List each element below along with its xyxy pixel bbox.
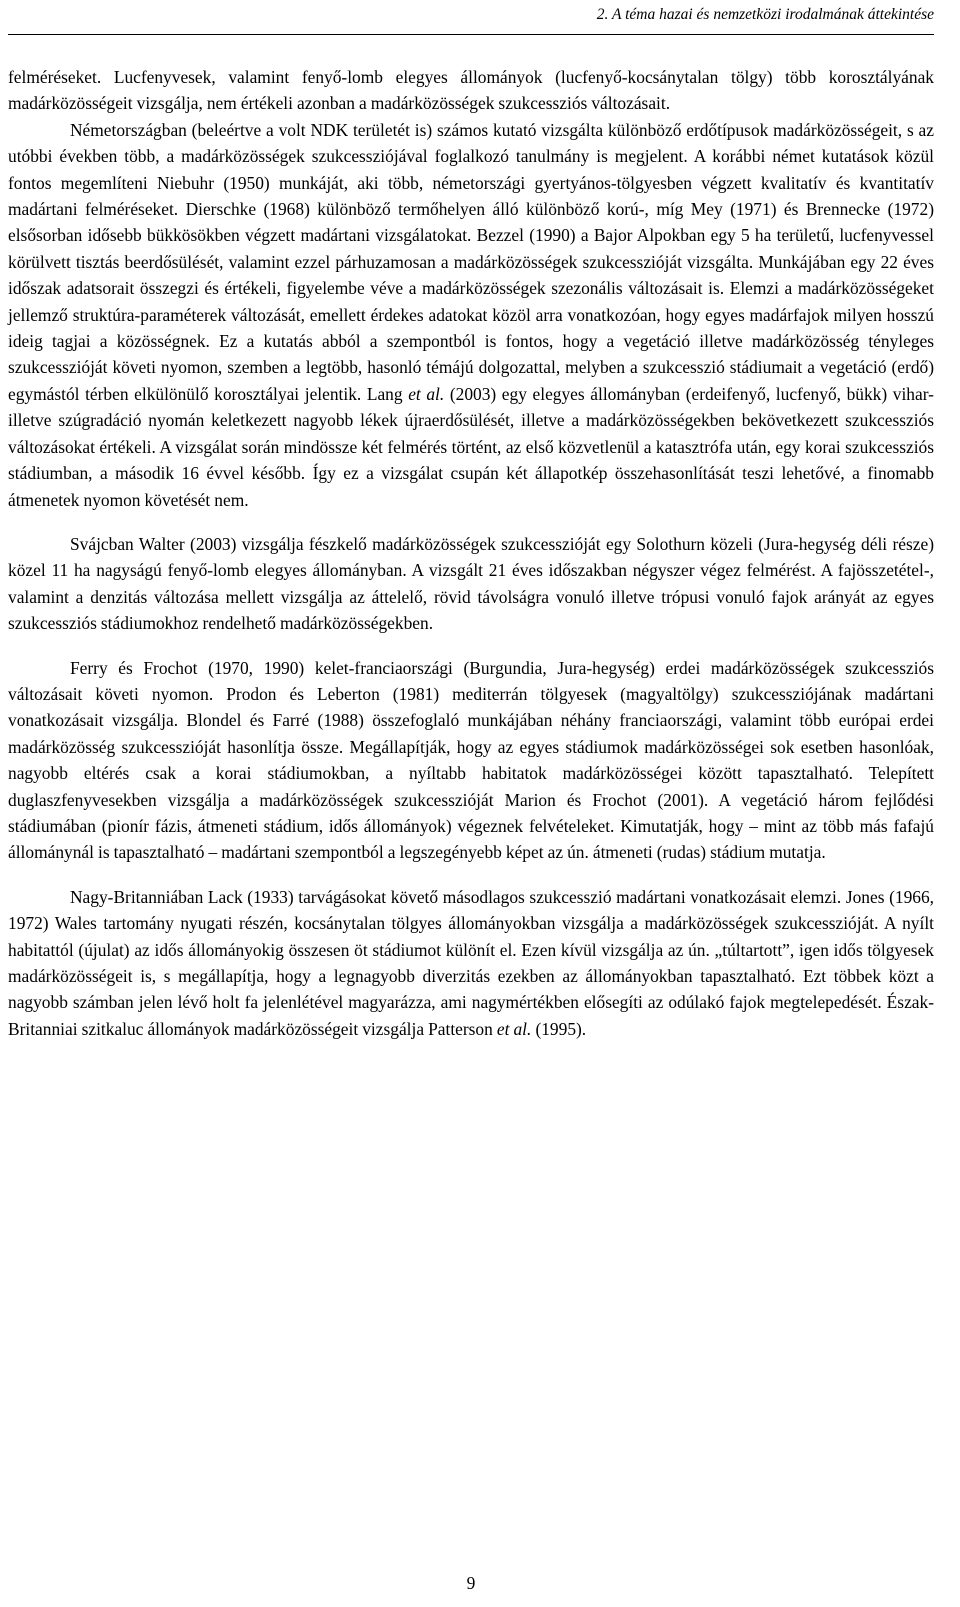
paragraph-germany — [8, 117, 934, 513]
paragraph-continuation — [8, 64, 934, 117]
page-number: 9 — [466, 1573, 476, 1593]
paragraph-france — [8, 655, 934, 866]
paragraph-text: (1995). — [535, 1018, 587, 1039]
paragraph-text: Ferry és Frochot (1970, 1990) kelet-franciaországi (Burgundia, Jura-hegység) erdei madárközösségek szukcessziós változásait követi nyomon. Prodon és Leberton (1981) mediterrán tölgyesek (magyaltölgy) szukcessziójának madártani vonatkozásait vizsgálja. Blondel és Farré (1988) összefoglaló munkájában néhány franciaországi, valamint több európai erdei madárközösség szukcesszióját hasonlítja össze. Megállapítják, hogy az egyes stádiumok madárközösségei sok esetben hasonlóak, nagyobb eltérés csak a korai stádiumokban, a nyíltabb habitatok madárközösségei között tapasztalható. Telepített duglaszfenyvesekben vizsgálja a madárközösségek szukcesszióját Marion és Frochot (2001). A vegetáció három fejlődési stádiumában (pionír fázis, átmeneti stádium, idős állományok) végeznek felvételeket. Kimutatják, hogy – mint az több más fafajú állománynál is tapasztalható – madártani szempontból a legszegényebb képet az ún. átmeneti (rudas) stádium mutatja. — [8, 657, 934, 863]
paragraph-text: Svájcban Walter (2003) vizsgálja fészkelő madárközösségek szukcesszióját egy Solothurn közeli (Jura-hegység déli része) közel 11 ha nagyságú fenyő-lomb elegyes állományban. A vizsgált 21 éves időszakban négyszer végez felmérést. A fajösszetétel-, valamint a denzitás változása mellett vizsgálja az áttelelő, rövid távolságra vonuló illetve trópusi vonuló fajok arányát az egyes szukcessziós stádiumokhoz rendelhető madárközösségekben. — [8, 533, 934, 634]
running-header: 2. A téma hazai és nemzetközi irodalmának áttekintése — [596, 6, 934, 23]
paragraph-text: (2003) egy elegyes állományban (erdeifenyő, lucfenyő, bükk) vihar- illetve szúgradáció nyomán keletkezett nagyobb lékek újraerdősülését, illetve a madárközösségekben bekövetkezett szukcessziós változásokat értékeli. A vizsgálat során mindössze két felmérés történt, az első közvetlenül a katasztrófa után, egy korai szukcessziós stádiumban, a második 16 évvel később. Így ez a vizsgálat csupán két állapotkép összehasonlítását teszi lehetővé, a finomabb átmenetek nyomon követését nem. — [8, 383, 934, 510]
body-text — [8, 64, 934, 1042]
paragraph-switzerland — [8, 531, 934, 637]
paragraph-text: Nagy-Britanniában Lack (1933) tarvágásokat követő másodlagos szukcesszió madártani vonatkozásait elemzi. Jones (1966, 1972) Wales tartomány nyugati részén, kocsánytalan tölgyes állományokban vizsgálja a madárközösségek szukcesszióját. A nyílt habitattól (újulat) az idős állományokig összesen öt stádiumot különít el. Ezen kívül vizsgálja az ún. „túltartott”, igen idős tölgyesek madárközösségeit is, s megállapítja, hogy a legnagyobb diverzitás ezekben az állományokban tapasztalható. Ezt többek közt a nagyobb számban jelen lévő holt fa jelenlétével magyarázza, ami nagymértékben elősegíti az odúlakó fajok megtelepedését. Észak-Britanniai szitkaluc állományok madárközösségeit vizsgálja Patterson — [8, 886, 934, 1039]
et-al-italic: et al. — [408, 383, 445, 404]
paragraph-britain — [8, 884, 934, 1042]
paragraph-text: felméréseket. Lucfenyvesek, valamint fenyő-lomb elegyes állományok (lucfenyő-kocsánytalan tölgy) több korosztályának madárközösségeit vizsgálja, nem értékeli azonban a madárközösségek szukcessziós változásait. — [8, 67, 934, 114]
document-page — [8, 0, 934, 1607]
paragraph-text: Németországban (beleértve a volt NDK területét is) számos kutató vizsgálta különböző erdőtípusok madárközösségeit, s az utóbbi években több, a madárközösségek szukcessziójával foglalkozó tanulmány is megjelent. A korábbi német kutatások közül fontos megemlíteni Niebuhr (1950) munkáját, aki több, németországi gyertyános-tölgyesben végzett kvalitatív és kvantitatív madártani felméréseket. Dierschke (1968) különböző termőhelyen álló különböző korú-, míg Mey (1971) és Brennecke (1972) elsősorban idősebb bükkösökben végzett madártani vizsgálatokat. Bezzel (1990) a Bajor Alpokban egy 5 ha területű, lucfenyvessel körülvett tisztás beerdősülését, valamint ezzel párhuzamosan a madárközösségek szukcesszióját vizsgálta. Munkájában egy 22 éves időszak adatsorait összegzi és értékeli, figyelembe véve a madárközösségek szezonális változásait is. Elemzi a madárközösségeket jellemző struktúra-paraméterek változását, emellett érdekes adatokat közöl arra vonatkozóan, hogy egyes madárfajok milyen hosszú ideig tagjai a közösségnek. Ez a kutatás abból a szempontból is fontos, hogy a vegetáció illetve madárközösség tényleges szukcesszióját követi nyomon, szemben a legtöbb, hasonló témájú dolgozattal, melyben a szukcesszió stádiumait a vegetáció (erdő) egymástól térben elkülönülő korosztályai jelentik. Lang — [8, 119, 934, 404]
header-rule — [8, 34, 934, 35]
et-al-italic: et al. — [496, 1018, 532, 1039]
